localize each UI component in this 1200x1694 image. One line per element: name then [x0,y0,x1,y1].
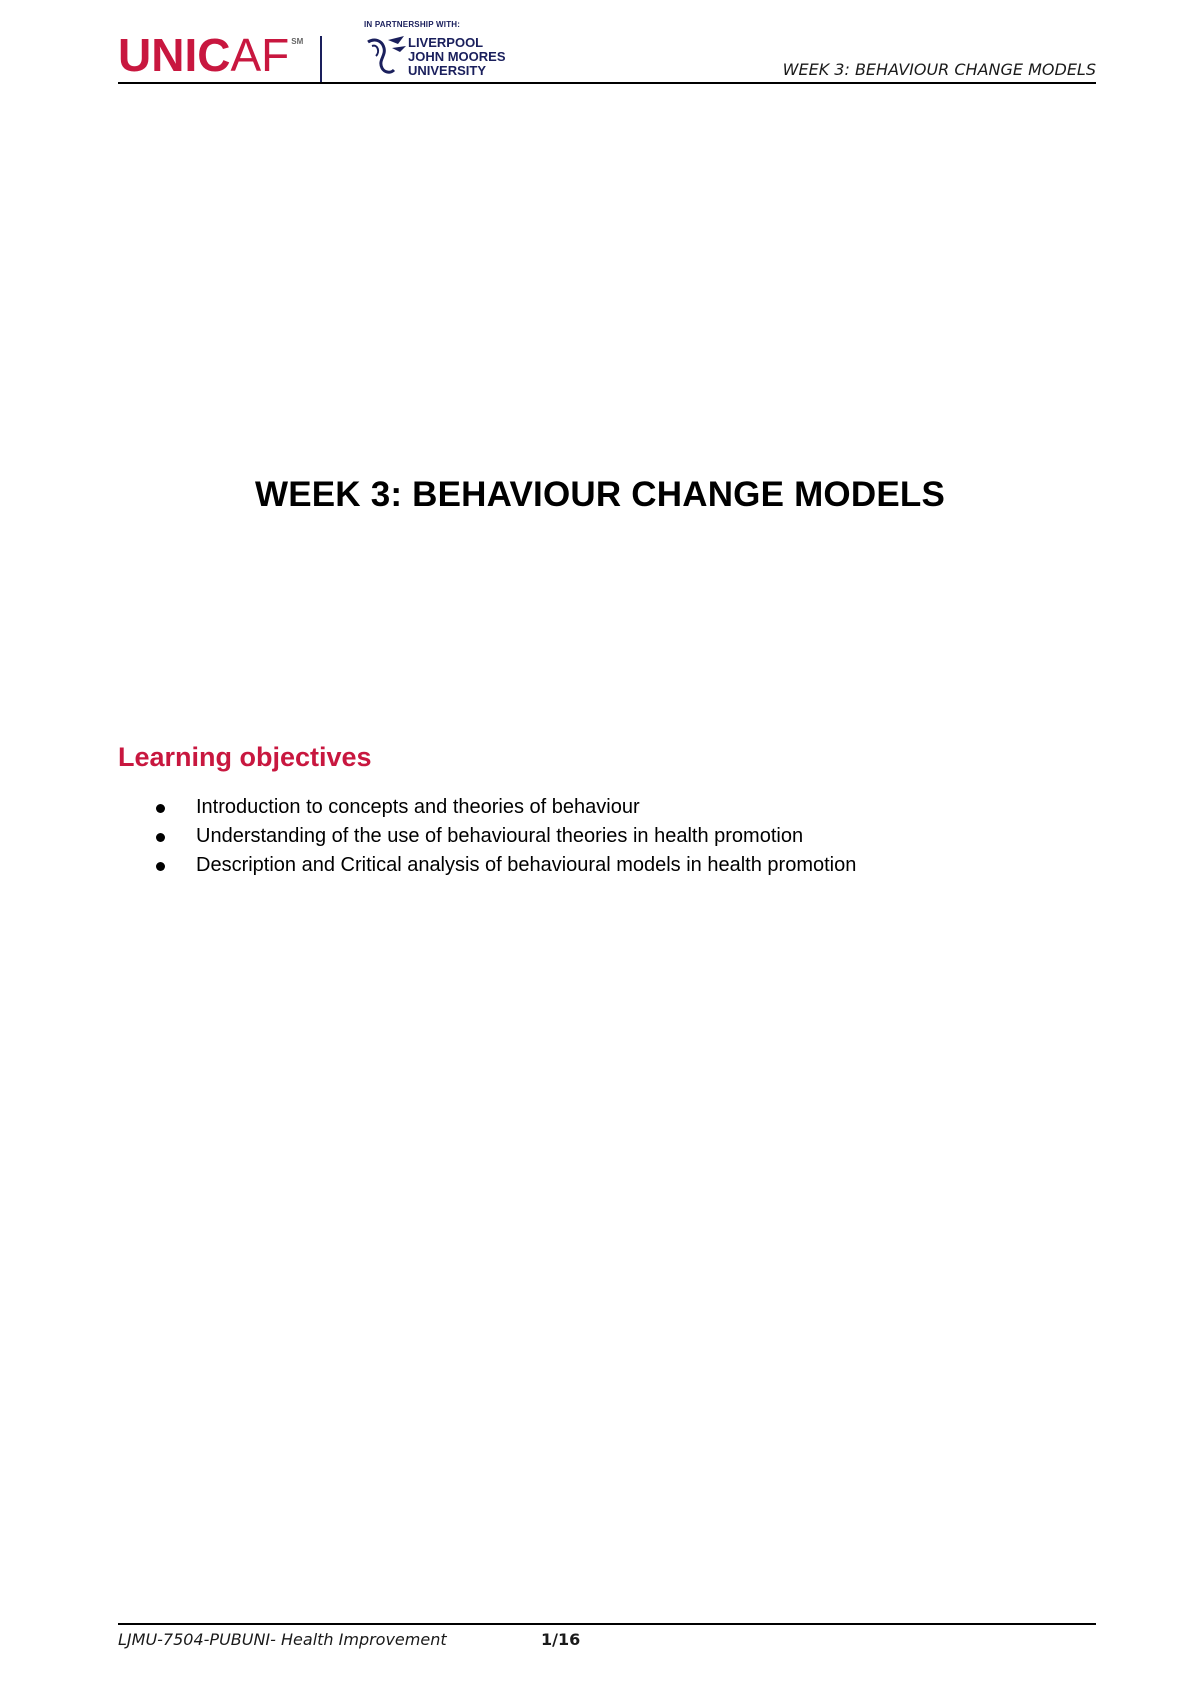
list-item [150,796,856,825]
page-number: 1/16 [541,1630,581,1649]
ljmu-line-3: UNIVERSITY [408,63,487,78]
list-item [150,854,856,883]
bullet-icon [156,833,165,842]
bullet-icon [156,804,165,813]
logo-divider [320,36,322,82]
header-rule [118,82,1096,84]
footer-rule [118,1623,1096,1625]
objective-text: Description and Critical analysis of behavioural models in health promotion [196,854,857,876]
objective-text: Understanding of the use of behavioural theories in health promotion [196,825,804,847]
ljmu-line-1: LIVERPOOL [408,35,484,50]
footer-course: LJMU-7504-PUBUNI- Health Improvement [118,1630,447,1649]
objectives-list [150,796,856,883]
list-item [150,825,856,854]
bullet-icon [156,862,165,871]
page-title: WEEK 3: BEHAVIOUR CHANGE MODELS [254,475,946,514]
partner-label: IN PARTNERSHIP WITH: [364,20,461,29]
unicaf-logo: UNICAF ℠ [118,29,304,81]
ljmu-wordmark [408,36,506,78]
ljmu-line-2: JOHN MOORES [408,49,506,64]
running-head: WEEK 3: BEHAVIOUR CHANGE MODELS [782,60,1096,79]
page-header [118,20,1096,82]
objective-text: Introduction to concepts and theories of behaviour [196,796,640,818]
learning-objectives-heading: Learning objectives [118,742,372,772]
ljmu-emblem-icon [364,34,408,80]
